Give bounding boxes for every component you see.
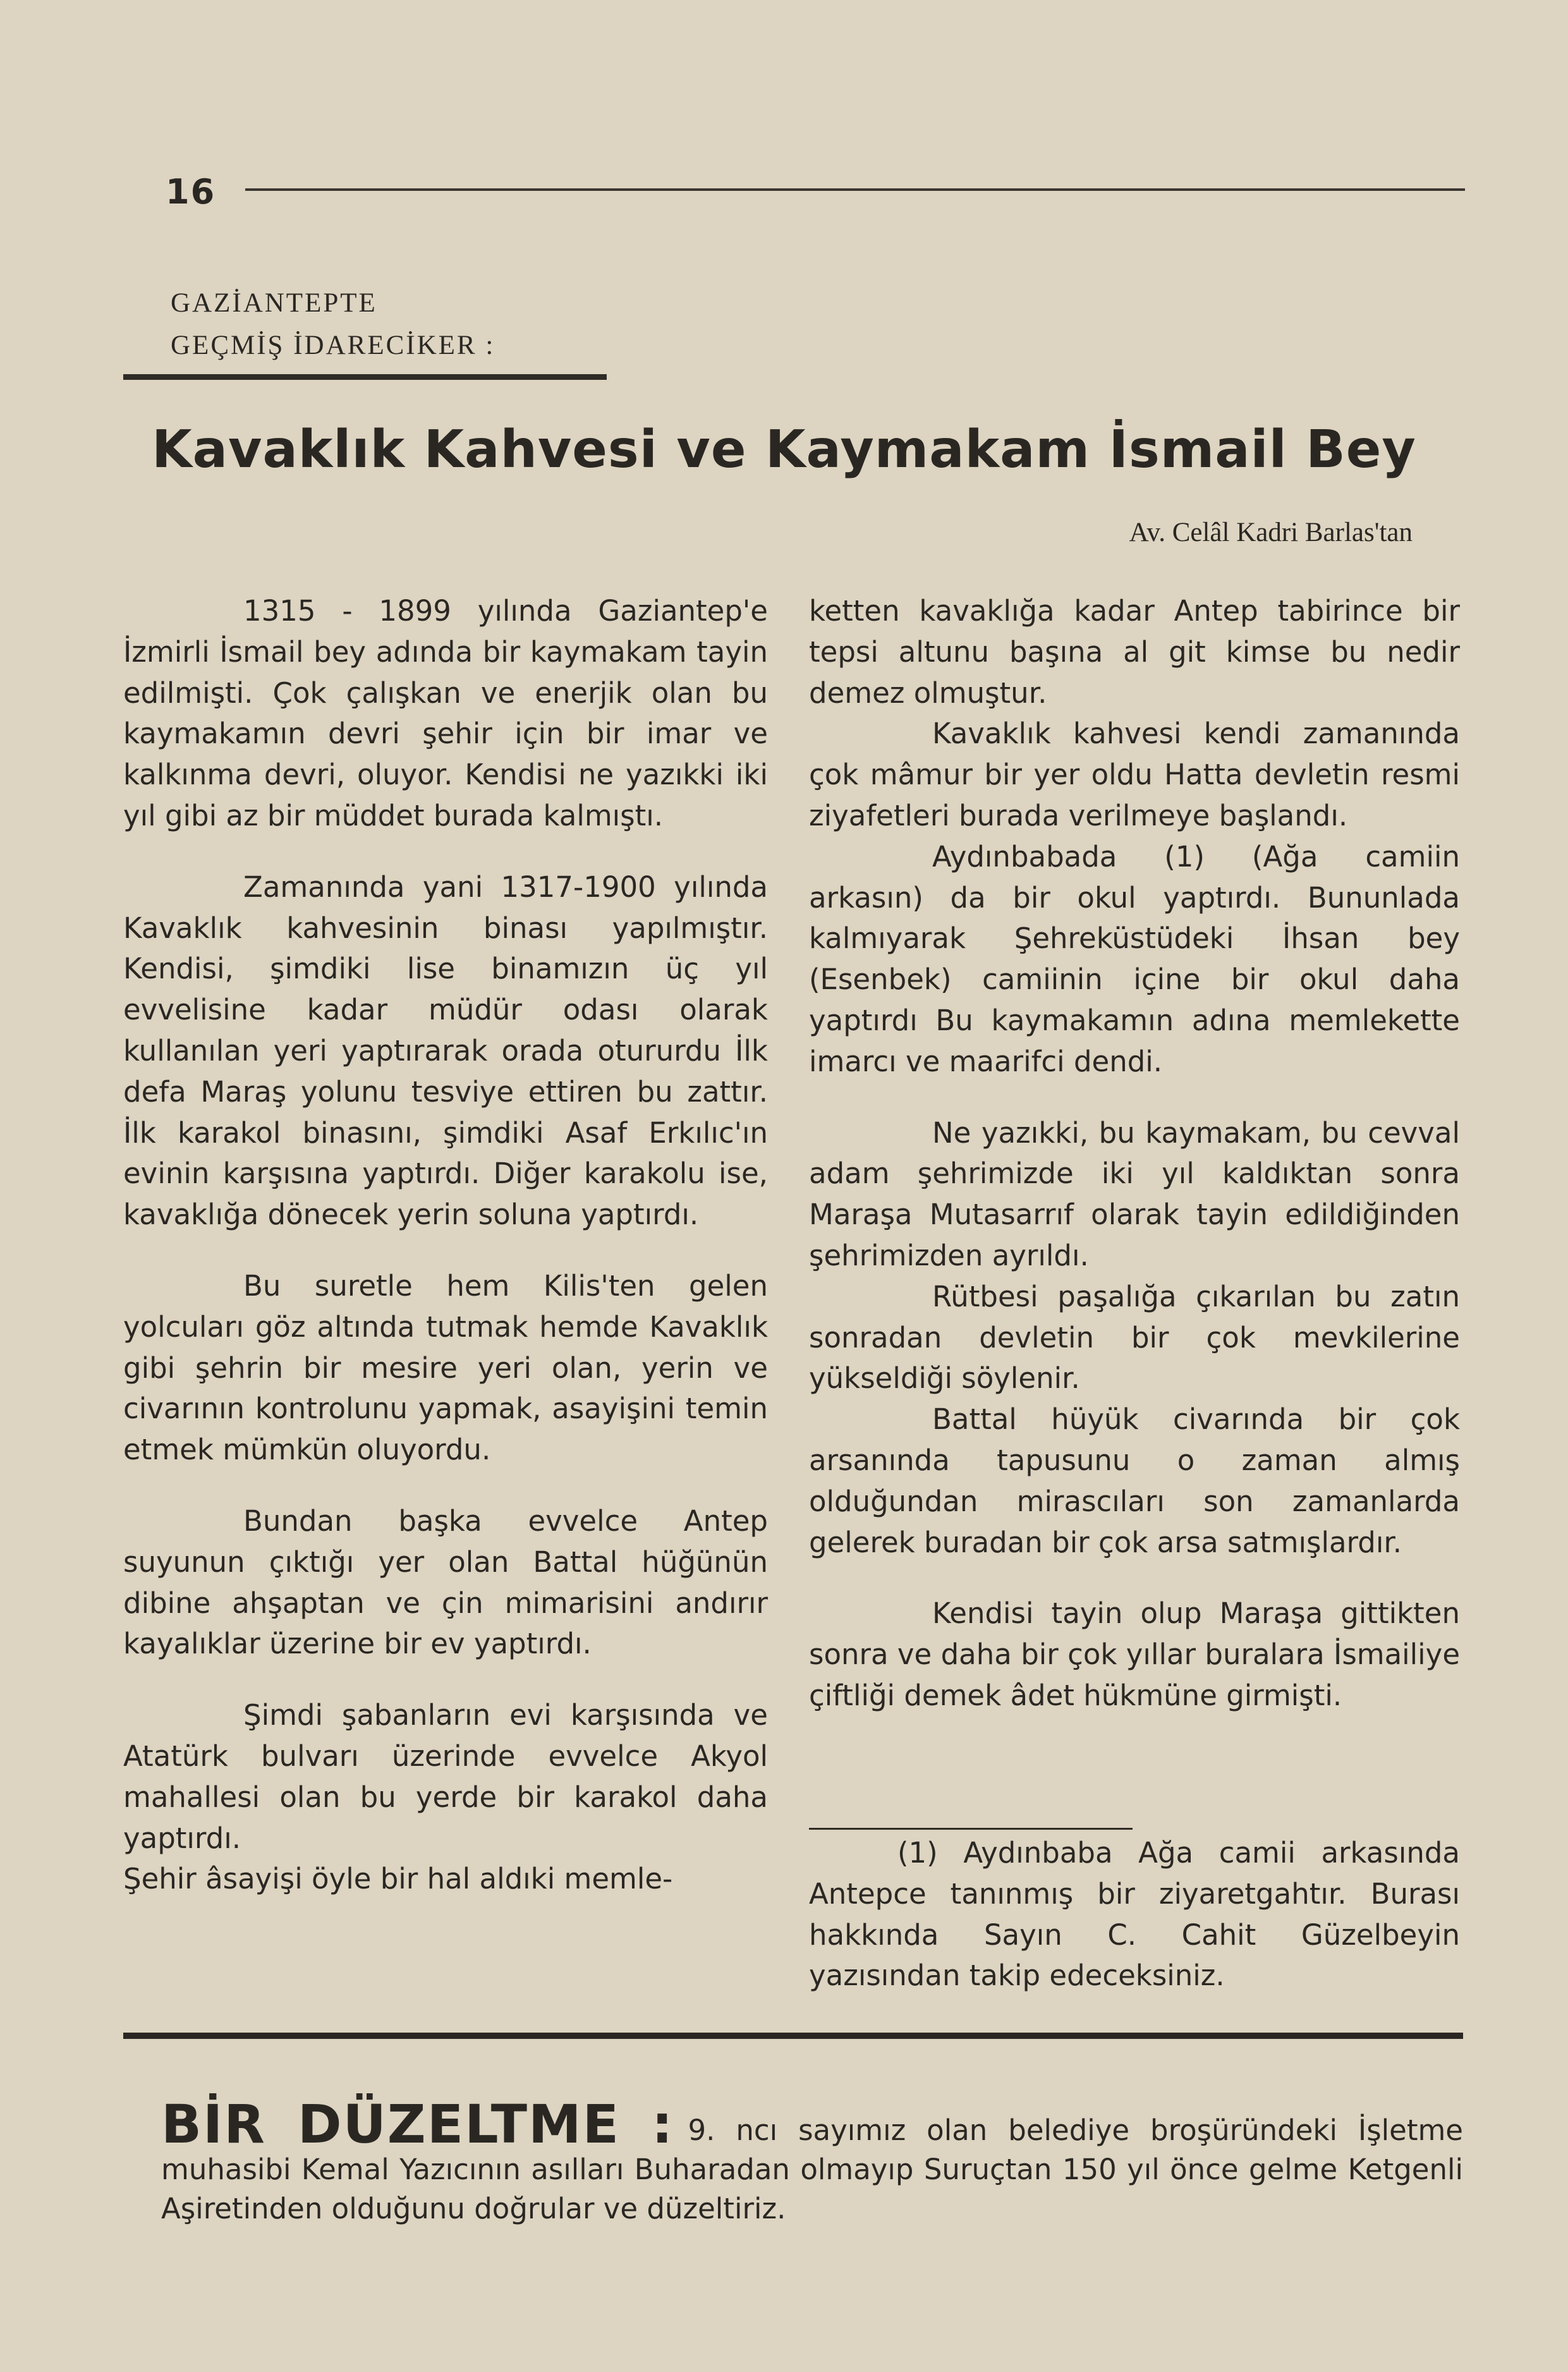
bottom-rule [123,2033,1463,2039]
footnote: (1) Aydınbaba Ağa camii arkasında Antepce tanınmış bir ziyaretgahtır. Burası hakkında Sayın C. Cahit Güzelbeyin yazısından takip edeceksiniz. [809,1836,1460,1993]
header-rule [245,188,1465,191]
section-label-line1: GAZİANTEPTE [171,288,377,318]
right-column [809,591,1460,1717]
paragraph: ketten kavaklığa kadar Antep tabirince bir tepsi altunu başına al git kimse bu nedir demez olmuştur. [809,594,1460,710]
paragraph: Rütbesi paşalığa çıkarılan bu zatın sonradan devletin bir çok mevkilerine yükseldiği söylenir. [809,1279,1460,1396]
article-title: Kavaklık Kahvesi ve Kaymakam İsmail Bey [152,420,1416,480]
page-number: 16 [166,172,216,212]
paragraph: Kavaklık kahvesi kendi zamanında çok mâmur bir yer oldu Hatta devletin resmi ziyafetleri burada verilmeye başlandı. [809,717,1460,832]
paragraph: Bundan başka evvelce Antep suyunun çıktığı yer olan Battal hüğünün dibine ahşaptan ve çin mimarisini andırır kayalıklar üzerine bir ev yaptırdı. [123,1504,768,1661]
correction-title: BİR DÜZELTME : [161,2093,674,2155]
paragraph: Şehir âsayişi öyle bir hal aldıki memle- [123,1862,673,1896]
paragraph: Bu suretle hem Kilis'ten gelen yolcuları göz altında tutmak hemde Kavaklık gibi şehrin bir mesire yeri olan, yerin ve civarının kontrolunu yapmak, asayişini temin etmek mümkün oluyordu. [123,1268,768,1467]
paragraph: Zamanında yani 1317-1900 yılında Kavaklık kahvesinin binası yapılmıştır. Kendisi, şimdiki lise binamızın üç yıl evvelisine kadar müdür odası olarak kullanılan yeri yaptırarak orada otururdu İlk defa Maraş yolunu tesviye ettiren bu zattır. İlk karakol binasını, şimdiki Asaf Erkılıc'ın evinin karşısına yaptırdı. Diğer karakolu ise, kavaklığa dönecek yerin soluna yaptırdı. [123,870,768,1232]
correction-text: 9. ncı sayımız olan belediye broşüründeki İşletme muhasibi Kemal Yazıcının asılları Buharadan olmayıp Suruçtan 150 yıl önce gelme Ketgenli Aşiretinden olduğunu doğrular ve düzeltiriz. [161,2114,1463,2225]
paragraph: Ne yazıkki, bu kaymakam, bu cevval adam şehrimizde iki yıl kaldıktan sonra Maraşa Mutasarrıf olarak tayin edildiğinden şehrimizden ayrıldı. [809,1116,1460,1272]
correction-notice [161,2093,1463,2229]
paragraph: 1315 - 1899 yılında Gaziantep'e İzmirli İsmail bey adında bir kaymakam tayin edilmişti. Çok çalışkan ve enerjik olan bu kaymakamın devri şehir için bir imar ve kalkınma devri, oluyor. Kendisi ne yazıkki iki yıl gibi az bir müddet burada kalmıştı. [123,594,768,832]
section-label-line2: GEÇMİŞ İDARECİKER : [171,331,495,360]
left-column [123,591,768,1900]
paragraph: Battal hüyük civarında bir çok arsanında tapusunu o zaman almış olduğundan mirascıları son zamanlarda gelerek buradan bir çok arsa satmışlardır. [809,1402,1460,1559]
paragraph: Kendisi tayin olup Maraşa gittikten sonra ve daha bir çok yıllar buralara İsmailiye çiftliği demek âdet hükmüne girmişti. [809,1597,1460,1712]
paragraph: Aydınbabada (1) (Ağa camiin arkasın) da bir okul yaptırdı. Bununlada kalmıyarak Şehreküstüdeki İhsan bey (Esenbek) camiinin içine bir okul daha yaptırdı Bu kaymakamın adına memlekette imarcı ve maarifci dendi. [809,839,1460,1078]
footnote-rule [809,1828,1133,1830]
section-underline [123,374,607,380]
article-byline: Av. Celâl Kadri Barlas'tan [1129,518,1413,547]
paragraph: Şimdi şabanların evi karşısında ve Atatürk bulvarı üzerinde evvelce Akyol mahallesi olan bu yerde bir karakol daha yaptırdı. [123,1698,768,1855]
